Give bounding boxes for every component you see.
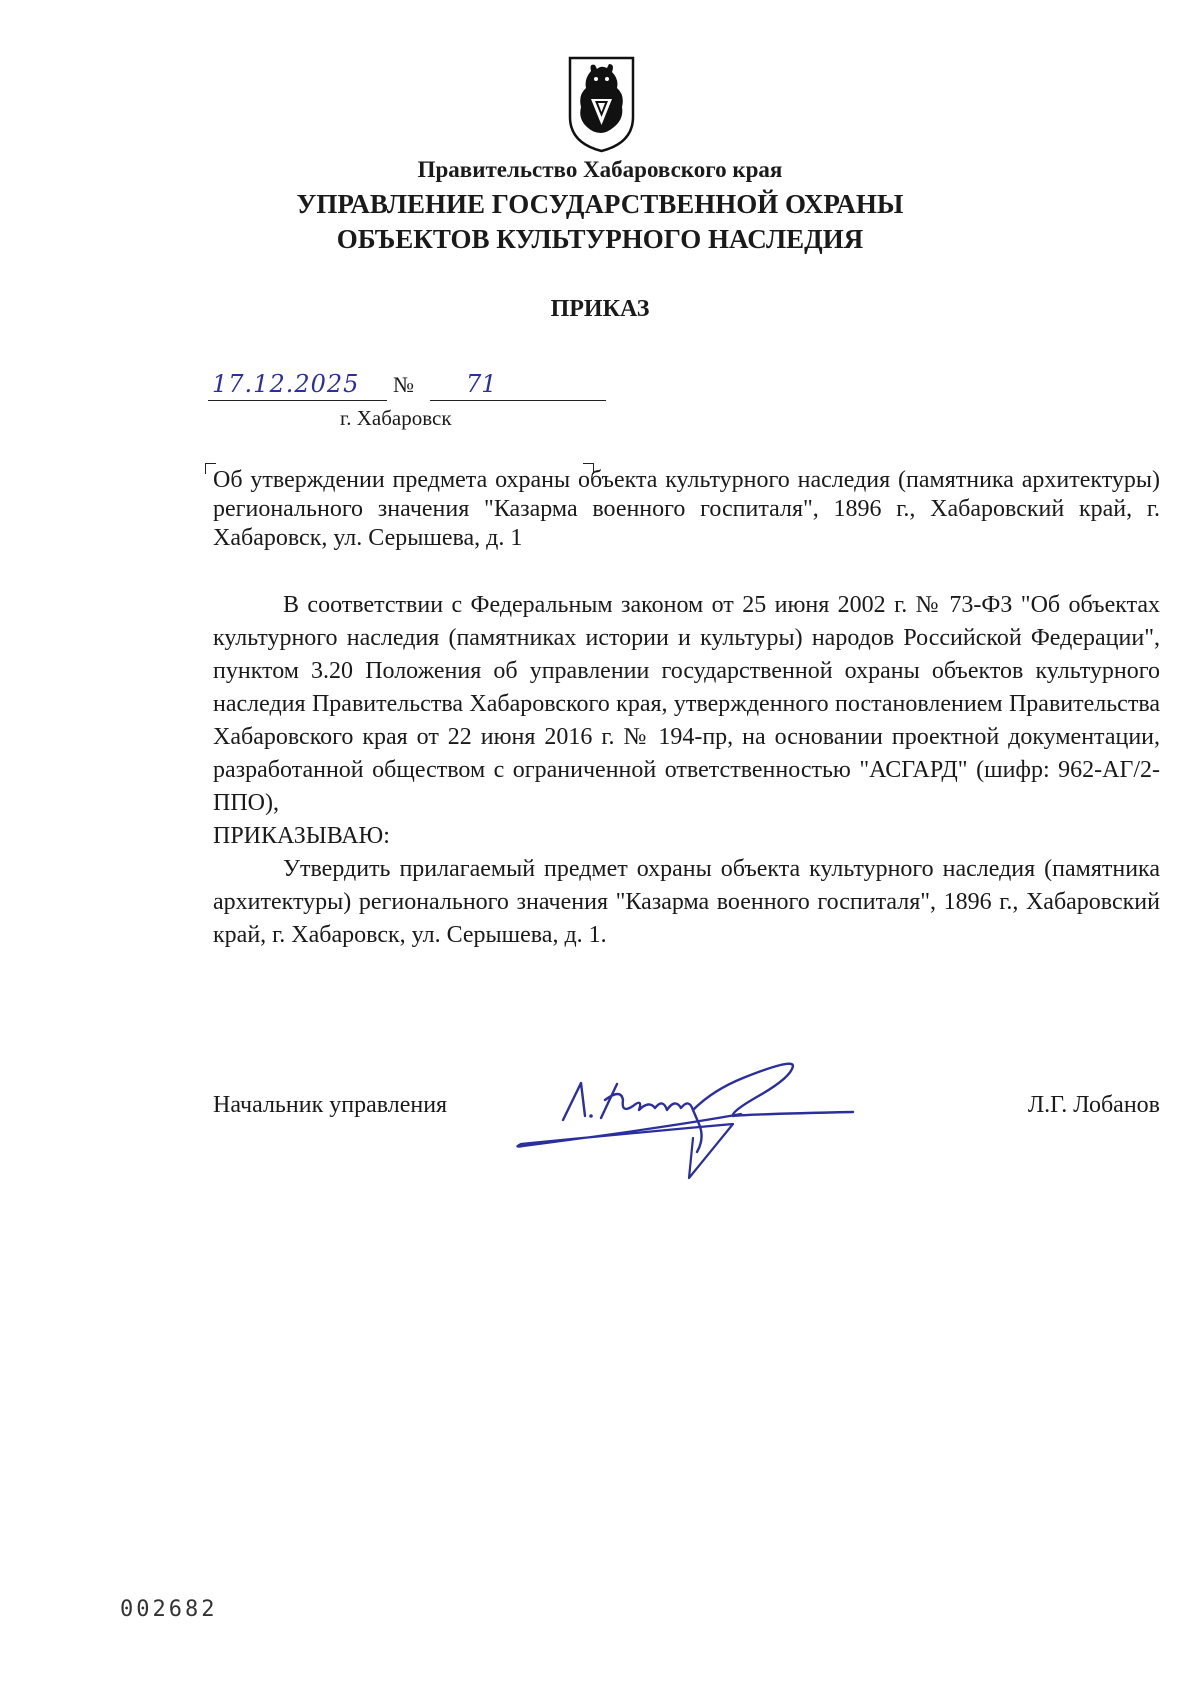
- number-sign: №: [393, 372, 414, 397]
- order-word: ПРИКАЗЫВАЮ:: [213, 823, 390, 849]
- preamble-paragraph: В соответствии с Федеральным законом от 25 июня 2002 г. № 73-ФЗ "Об объектах культурного наследия (памятниках истории и культуры) народов Российской Федерации", пунктом 3.20 Положения об управлении государственной охраны объектов культурного наследия Правительства Хабаровского края, утвержденного постановлением Правительства Хабаровского края от 22 июня 2016 г. № 194-пр, на основании проектной документации, разработанной обществом с ограниченной ответственностью "АСГАРД" (шифр: 962-АГ/2-ППО),: [213, 592, 1160, 816]
- order-subject: Об утверждении предмета охраны объекта культурного наследия (памятника архитектуры) регионального значения "Казарма военного госпиталя", 1896 г., Хабаровский край, г. Хабаровск, ул. Серышева, д. 1: [213, 467, 1160, 551]
- document-type-title: ПРИКАЗ: [550, 296, 650, 322]
- signer-position: Начальник управления: [213, 1092, 448, 1118]
- order-date: 17.12.2025: [208, 368, 387, 401]
- department-name-line-2: ОБЪЕКТОВ КУЛЬТУРНОГО НАСЛЕДИЯ: [336, 224, 864, 254]
- document-serial-number: 002682: [120, 1597, 218, 1622]
- department-name-line-1: УПРАВЛЕНИЕ ГОСУДАРСТВЕННОЙ ОХРАНЫ: [296, 189, 904, 219]
- issue-city: г. Хабаровск: [340, 406, 452, 430]
- government-name: Правительство Хабаровского края: [417, 157, 783, 182]
- handwritten-signature: [493, 1028, 893, 1188]
- signature-block: [213, 1090, 1160, 1220]
- signer-name: Л.Г. Лобанов: [1027, 1092, 1160, 1118]
- order-paragraph: Утвердить прилагаемый предмет охраны объекта культурного наследия (памятника архитектуры) регионального значения "Казарма военного госпиталя", 1896 г., Хабаровский край, г. Хабаровск, ул. Серышева, д. 1.: [213, 856, 1160, 948]
- order-body: [213, 589, 1160, 952]
- registration-row: [208, 368, 608, 408]
- order-number: 71: [430, 368, 606, 401]
- coat-of-arms-icon: [567, 55, 636, 153]
